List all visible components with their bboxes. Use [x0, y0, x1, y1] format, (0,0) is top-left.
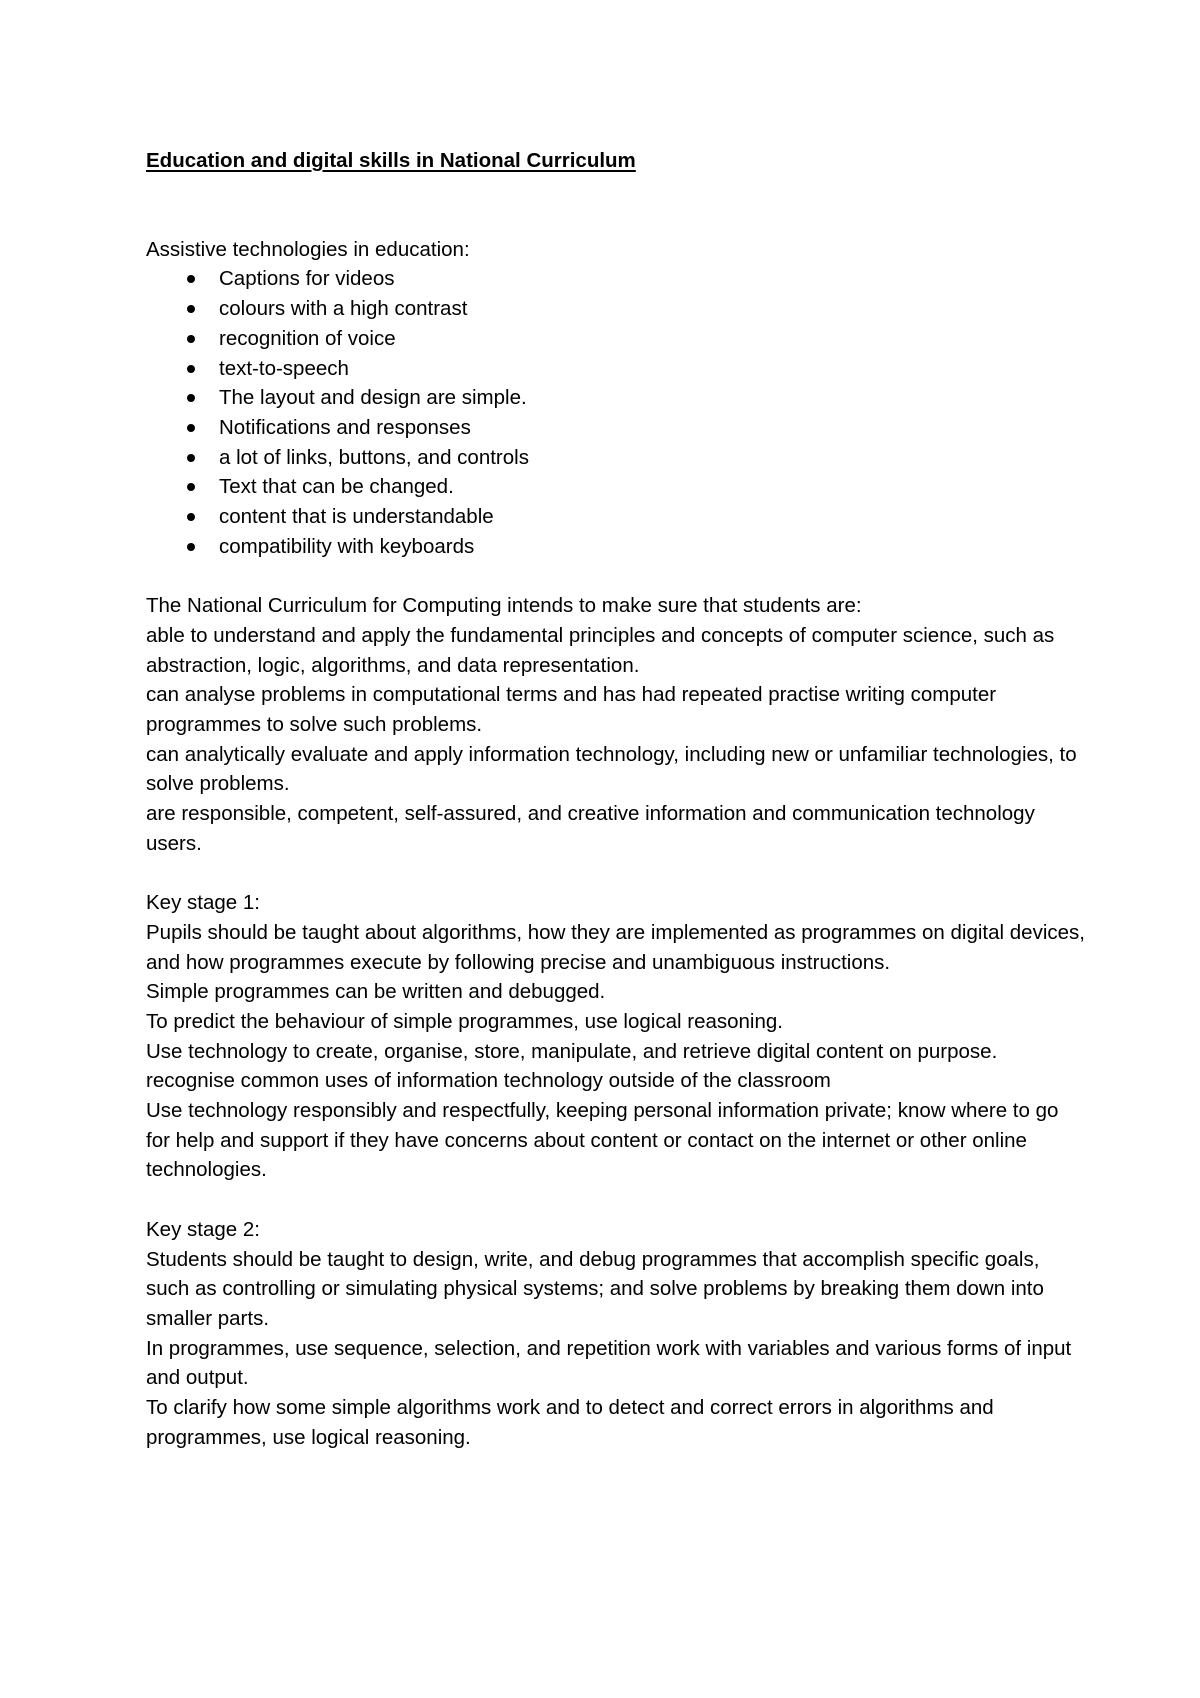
bullet-icon — [187, 394, 195, 402]
spacer — [146, 858, 1086, 888]
key-stage-1-heading: Key stage 1: — [146, 891, 260, 915]
spacer — [146, 1185, 1086, 1215]
bullet-icon — [187, 335, 195, 343]
bullet-icon — [187, 513, 195, 521]
key-stage-1-point: Use technology to create, organise, store, manipulate, and retrieve digital content on purpose. — [146, 1039, 998, 1063]
curriculum-point: can analyse problems in computational terms and has had repeated practise writing computer programmes to solve such problems. — [146, 683, 997, 736]
assistive-section — [146, 235, 1086, 562]
list-item-text: The layout and design are simple. — [219, 386, 527, 410]
key-stage-2-section — [146, 1215, 1086, 1453]
curriculum-section — [146, 591, 1086, 858]
bullet-icon — [187, 424, 195, 432]
list-item-text: recognition of voice — [219, 326, 396, 350]
list-item-text: Notifications and responses — [219, 415, 471, 439]
curriculum-point: can analytically evaluate and apply information technology, including new or unfamiliar technologies, to solve problems. — [146, 742, 1077, 796]
key-stage-1-point: To predict the behaviour of simple programmes, use logical reasoning. — [146, 1009, 783, 1033]
list-item-text: content that is understandable — [219, 505, 494, 529]
bullet-icon — [187, 483, 195, 491]
document-page — [146, 146, 1086, 1452]
list-item — [146, 383, 1086, 413]
list-item — [146, 532, 1086, 562]
list-item-text: Captions for videos — [219, 267, 395, 291]
list-item — [146, 264, 1086, 294]
list-item-text: Text that can be changed. — [219, 475, 454, 499]
list-item-text: compatibility with keyboards — [219, 534, 475, 558]
spacer — [146, 176, 1086, 235]
document-title: Education and digital skills in National Curriculum — [146, 149, 636, 172]
bullet-icon — [187, 454, 195, 462]
key-stage-2-point: In programmes, use sequence, selection, and repetition work with variables and various forms of input and output. — [146, 1336, 1072, 1390]
list-item — [146, 354, 1086, 384]
curriculum-point: are responsible, competent, self-assured, and creative information and communication technology users. — [146, 802, 1035, 855]
list-item — [146, 502, 1086, 532]
key-stage-1-point: Simple programmes can be written and debugged. — [146, 980, 606, 1004]
list-item — [146, 472, 1086, 502]
key-stage-1-point: Use technology responsibly and respectfully, keeping personal information private; know where to go for help and support if they have concerns about content or contact on the internet or other online technologies. — [146, 1099, 1059, 1182]
list-item — [146, 413, 1086, 443]
bullet-icon — [187, 543, 195, 551]
assistive-heading: Assistive technologies in education: — [146, 237, 470, 261]
bullet-icon — [187, 365, 195, 373]
key-stage-2-heading: Key stage 2: — [146, 1217, 260, 1241]
list-item — [146, 294, 1086, 324]
curriculum-intro: The National Curriculum for Computing intends to make sure that students are: — [146, 594, 862, 618]
list-item-text: colours with a high contrast — [219, 297, 468, 321]
key-stage-2-point: Students should be taught to design, write, and debug programmes that accomplish specific goals, such as controlling or simulating physical systems; and solve problems by breaking them down into smaller parts. — [146, 1247, 1044, 1330]
key-stage-1-point: Pupils should be taught about algorithms, how they are implemented as programmes on digital devices, and how programmes execute by following precise and unambiguous instructions. — [146, 920, 1085, 974]
key-stage-1-point: recognise common uses of information technology outside of the classroom — [146, 1069, 831, 1093]
bullet-icon — [187, 305, 195, 313]
key-stage-1-section — [146, 888, 1086, 1185]
list-item-text: a lot of links, buttons, and controls — [219, 445, 529, 469]
bullet-icon — [187, 275, 195, 283]
assistive-list — [146, 264, 1086, 561]
list-item — [146, 324, 1086, 354]
list-item — [146, 443, 1086, 473]
spacer — [146, 561, 1086, 591]
list-item-text: text-to-speech — [219, 356, 349, 380]
curriculum-point: able to understand and apply the fundamental principles and concepts of computer science, such as abstraction, logic, algorithms, and data representation. — [146, 623, 1055, 677]
key-stage-2-point: To clarify how some simple algorithms work and to detect and correct errors in algorithms and programmes, use logical reasoning. — [146, 1396, 994, 1449]
